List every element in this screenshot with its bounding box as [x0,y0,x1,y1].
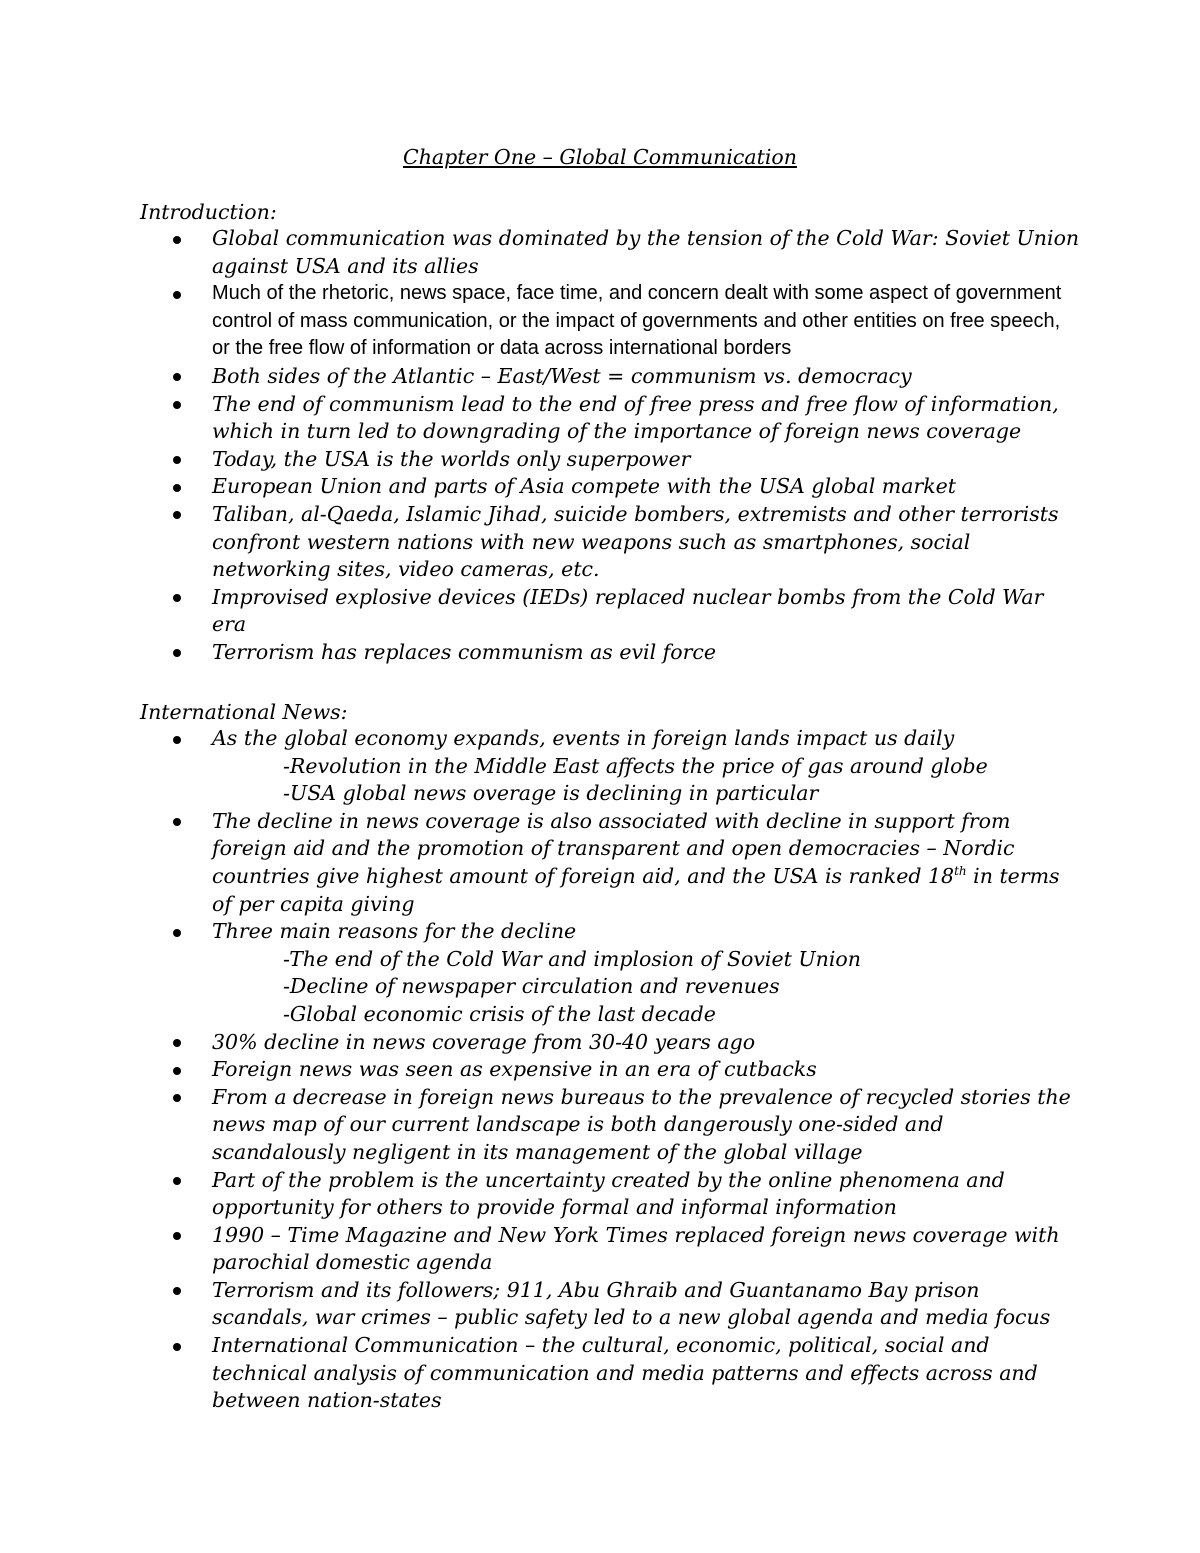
bullet-icon [173,818,181,826]
section-heading-international-news: International News: [140,700,348,724]
introduction-list [140,225,1080,667]
sub-item: -USA global news overage is declining in particular [283,781,819,806]
list-item-text: Terrorism and its followers; 911, Abu Ghraib and Guantanamo Bay prison scandals, war crimes – public safety led to a new global agenda and media focus [212,1277,1051,1330]
bullet-icon [173,649,181,657]
list-item-text: European Union and parts of Asia compete with the USA global market [212,474,957,499]
list-item [140,1084,1080,1167]
list-item [140,808,1080,918]
list-item [140,363,1080,391]
bullet-icon [173,236,181,244]
list-item [140,1222,1080,1277]
bullet-icon [173,1067,181,1075]
list-item-text: The decline in news coverage is also associated with decline in support from foreign aid and the promotion of transparent and open democracies – Nordic countries give highest amount of foreign aid, and the USA is ranked 18 [212,808,1015,888]
list-item-text: Today, the USA is the worlds only superpower [212,446,691,471]
superscript: th [954,864,967,879]
list-item-text: Three main reasons for the decline [212,919,577,944]
bullet-icon [173,401,181,409]
bullet-icon [173,456,181,464]
bullet-icon [173,736,181,744]
list-item-text: International Communication – the cultural, economic, political, social and technical analysis of communication and media patterns and effects across and between nation-states [212,1333,1038,1413]
international-news-list [140,725,1080,1415]
list-item [140,225,1080,280]
bullet-icon [173,1287,181,1295]
list-item [140,725,1080,808]
list-item-text: The end of communism lead to the end of free press and free flow of information, which in turn led to downgrading of the importance of foreign news coverage [212,391,1059,444]
list-item-text: Global communication was dominated by the tension of the Cold War: Soviet Union against USA and its allies [212,226,1080,278]
list-item [140,280,1080,363]
list-item [140,391,1080,446]
list-item-text: 30% decline in news coverage from 30-40 years ago [212,1029,756,1054]
list-item-text: Much of the rhetoric, news space, face time, and concern dealt with some aspect of government control of mass communication, or the impact of governments and other entities on free speech, or the free flow of information or data across international borders [212,282,1062,360]
list-item-text: From a decrease in foreign news bureaus to the prevalence of recycled stories the news map of our current landscape is both dangerously one-sided and scandalously negligent in its management of the global village [212,1084,1071,1164]
list-item-text: Both sides of the Atlantic – East/West = communism vs. democracy [212,363,912,388]
list-item [140,1277,1080,1332]
list-item [140,1167,1080,1222]
bullet-icon [173,1039,181,1047]
list-item [140,501,1080,584]
sub-item: -Global economic crisis of the last decade [283,1001,716,1026]
bullet-icon [173,291,181,299]
bullet-icon [173,929,181,937]
list-item-text: Foreign news was seen as expensive in an era of cutbacks [212,1057,817,1082]
list-item [140,473,1080,501]
list-item [140,918,1080,1028]
bullet-icon [173,373,181,381]
bullet-icon [173,1232,181,1240]
bullet-icon [173,1177,181,1185]
list-item [140,1056,1080,1084]
list-item [140,639,1080,667]
list-item-text: Part of the problem is the uncertainty created by the online phenomena and opportunity for others to provide formal and informal information [212,1167,1005,1220]
sub-item: -Decline of newspaper circulation and revenues [283,974,780,999]
list-item-text: Taliban, al-Qaeda, Islamic Jihad, suicide bombers, extremists and other terrorists confront western nations with new weapons such as smartphones, social networking sites, video cameras, etc. [212,501,1059,582]
list-item [140,446,1080,474]
list-item-text: Terrorism has replaces communism as evil force [212,639,717,664]
bullet-icon [173,484,181,492]
list-item-text: 1990 – Time Magazine and New York Times replaced foreign news coverage with parochial domestic agenda [212,1222,1060,1275]
page-title: Chapter One – Global Communication [403,145,797,169]
section-heading-introduction: Introduction: [140,200,277,224]
list-item [140,1332,1080,1415]
bullet-icon [173,1343,181,1351]
sub-item: -Revolution in the Middle East affects the price of gas around globe [283,753,988,778]
list-item [140,1029,1080,1057]
sub-item: -The end of the Cold War and implosion of Soviet Union [283,946,861,971]
list-item-text-after: in terms of per capita giving [212,863,1060,916]
bullet-icon [173,1094,181,1102]
list-item-text: As the global economy expands, events in foreign lands impact us daily [212,726,955,750]
list-item [140,584,1080,639]
bullet-icon [173,594,181,602]
list-item-text: Improvised explosive devices (IEDs) replaced nuclear bombs from the Cold War era [212,584,1044,637]
bullet-icon [173,511,181,519]
